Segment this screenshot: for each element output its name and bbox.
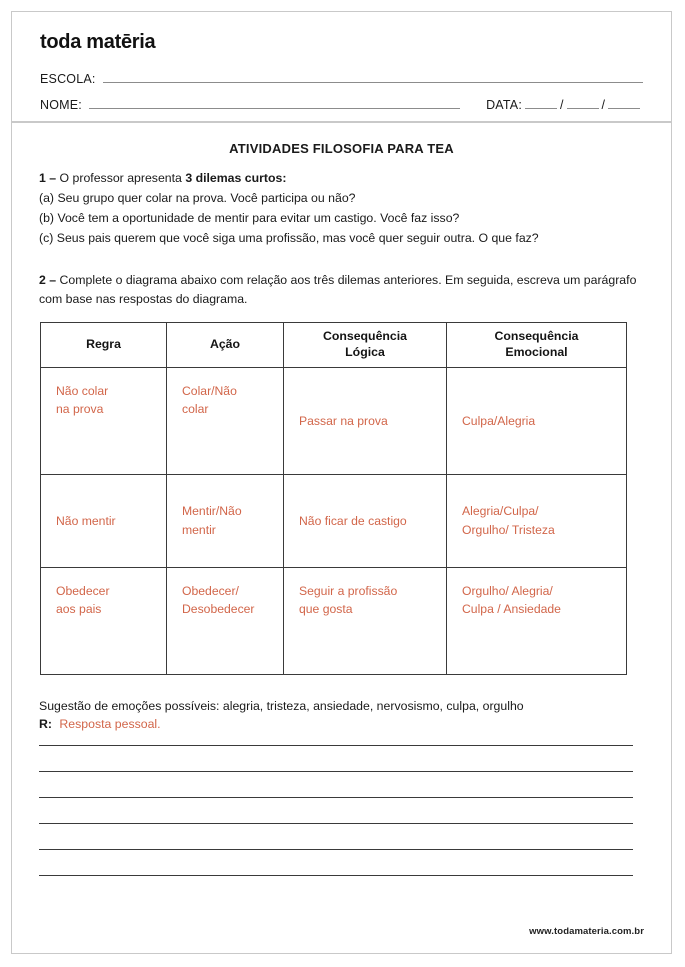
- table-row: [41, 367, 627, 474]
- answer-line[interactable]: [39, 735, 633, 746]
- table-row: [41, 474, 627, 567]
- cell-logica-3[interactable]: [284, 567, 447, 674]
- emotion-suggestion-text: Sugestão de emoções possíveis: alegria, tristeza, ansiedade, nervosismo, culpa, orgulho: [39, 698, 524, 713]
- date-separator-2: /: [601, 98, 605, 112]
- answer-label: R:: [39, 717, 52, 732]
- column-header-logica-line1: Consequência: [322, 328, 408, 343]
- column-header-regra: [41, 322, 167, 367]
- cell-emocional-3-line1: Orgulho/ Alegria/: [462, 583, 553, 598]
- cell-regra-2[interactable]: [41, 474, 167, 567]
- table-row: [41, 567, 627, 674]
- answer-value: Resposta pessoal.: [59, 717, 161, 732]
- cell-emocional-2-line1: Alegria/Culpa/: [462, 504, 539, 519]
- question-1-emphasis: 3 dilemas curtos:: [185, 171, 287, 185]
- cell-regra-3[interactable]: [41, 567, 167, 674]
- column-header-logica-line2: Lógica: [345, 344, 385, 359]
- column-header-consequencia-emocional: [447, 322, 627, 367]
- cell-logica-1[interactable]: [284, 367, 447, 474]
- question-2-number: 2 –: [39, 272, 57, 287]
- cell-regra-3-line1: Obedecer: [56, 583, 110, 598]
- dilemma-item-b: (b) Você tem a oportunidade de mentir para evitar um castigo. Você faz isso?: [39, 210, 460, 225]
- cell-logica-2[interactable]: [284, 474, 447, 567]
- column-header-acao-line1: Ação: [209, 336, 241, 351]
- cell-acao-3-line2: Desobedecer: [182, 602, 255, 617]
- answer-line[interactable]: [39, 772, 633, 798]
- cell-regra-1[interactable]: [41, 367, 167, 474]
- worksheet-content: [12, 123, 671, 876]
- column-header-emocional-line2: Emocional: [505, 344, 568, 359]
- cell-emocional-3[interactable]: [447, 567, 627, 674]
- cell-acao-3-line1: Obedecer/: [182, 583, 239, 598]
- nome-field-row: [40, 97, 643, 112]
- data-day-input[interactable]: [525, 97, 557, 109]
- cell-regra-1-line2: na prova: [56, 402, 104, 417]
- page-header: [12, 12, 671, 123]
- cell-logica-3-line2: que gosta: [299, 602, 353, 617]
- escola-field-row: [40, 71, 643, 86]
- cell-logica-2-line1: Não ficar de castigo: [299, 513, 407, 528]
- cell-regra-3-line2: aos pais: [56, 602, 102, 617]
- data-label: DATA:: [486, 98, 523, 112]
- column-header-regra-line1: Regra: [86, 336, 121, 351]
- cell-emocional-3-line2: Culpa / Ansiedade: [462, 602, 561, 617]
- question-1-intro: O professor apresenta: [59, 171, 182, 185]
- worksheet-page: [11, 11, 672, 954]
- answer-line[interactable]: [39, 798, 633, 824]
- cell-acao-3[interactable]: [167, 567, 284, 674]
- footer-website: www.todamateria.com.br: [529, 926, 644, 937]
- cell-acao-2[interactable]: [167, 474, 284, 567]
- answer-lines-group: [39, 735, 644, 876]
- date-separator-1: /: [560, 98, 564, 112]
- nome-label: NOME:: [40, 98, 82, 112]
- data-year-input[interactable]: [608, 97, 640, 109]
- cell-acao-2-line2: mentir: [182, 522, 216, 537]
- dilemma-item-c: (c) Seus pais querem que você siga uma profissão, mas você quer seguir outra. O que faz?: [39, 230, 539, 245]
- column-header-consequencia-logica: [284, 322, 447, 367]
- escola-input-line[interactable]: [103, 71, 643, 83]
- column-header-acao: [167, 322, 284, 367]
- data-month-input[interactable]: [567, 97, 599, 109]
- dilemma-diagram-table: [40, 322, 627, 675]
- cell-acao-1-line1: Colar/Não: [182, 383, 237, 398]
- data-field-group: [486, 97, 643, 112]
- answer-line[interactable]: [39, 850, 633, 876]
- cell-logica-1-line1: Passar na prova: [299, 413, 388, 428]
- cell-regra-1-line1: Não colar: [56, 383, 109, 398]
- cell-logica-3-line1: Seguir a profissão: [299, 583, 398, 598]
- escola-label: ESCOLA:: [40, 72, 96, 86]
- column-header-emocional-line1: Consequência: [494, 328, 579, 343]
- answer-row: [39, 717, 644, 731]
- cell-emocional-1-line1: Culpa/Alegria: [462, 413, 536, 428]
- answer-line[interactable]: [39, 746, 633, 772]
- question-2-prompt: [39, 271, 644, 309]
- answer-line[interactable]: [39, 824, 633, 850]
- dilemma-item-a: (a) Seu grupo quer colar na prova. Você participa ou não?: [39, 190, 356, 205]
- cell-emocional-2[interactable]: [447, 474, 627, 567]
- brand-logo: toda matēria: [40, 31, 156, 53]
- cell-acao-1-line2: colar: [182, 402, 209, 417]
- cell-acao-2-line1: Mentir/Não: [182, 504, 242, 519]
- question-1-number: 1 –: [39, 171, 57, 185]
- table-header-row: [41, 322, 627, 367]
- cell-acao-1[interactable]: [167, 367, 284, 474]
- question-1-prompt: [39, 169, 644, 189]
- page-title: ATIVIDADES FILOSOFIA PARA TEA: [229, 141, 454, 156]
- cell-emocional-2-line2: Orgulho/ Tristeza: [462, 522, 555, 537]
- nome-input-line[interactable]: [89, 97, 460, 109]
- cell-emocional-1[interactable]: [447, 367, 627, 474]
- cell-regra-2-line1: Não mentir: [56, 513, 116, 528]
- question-2-text: Complete o diagrama abaixo com relação aos três dilemas anteriores. Em seguida, escreva um parágrafo com base nas respostas do diagrama.: [39, 272, 637, 306]
